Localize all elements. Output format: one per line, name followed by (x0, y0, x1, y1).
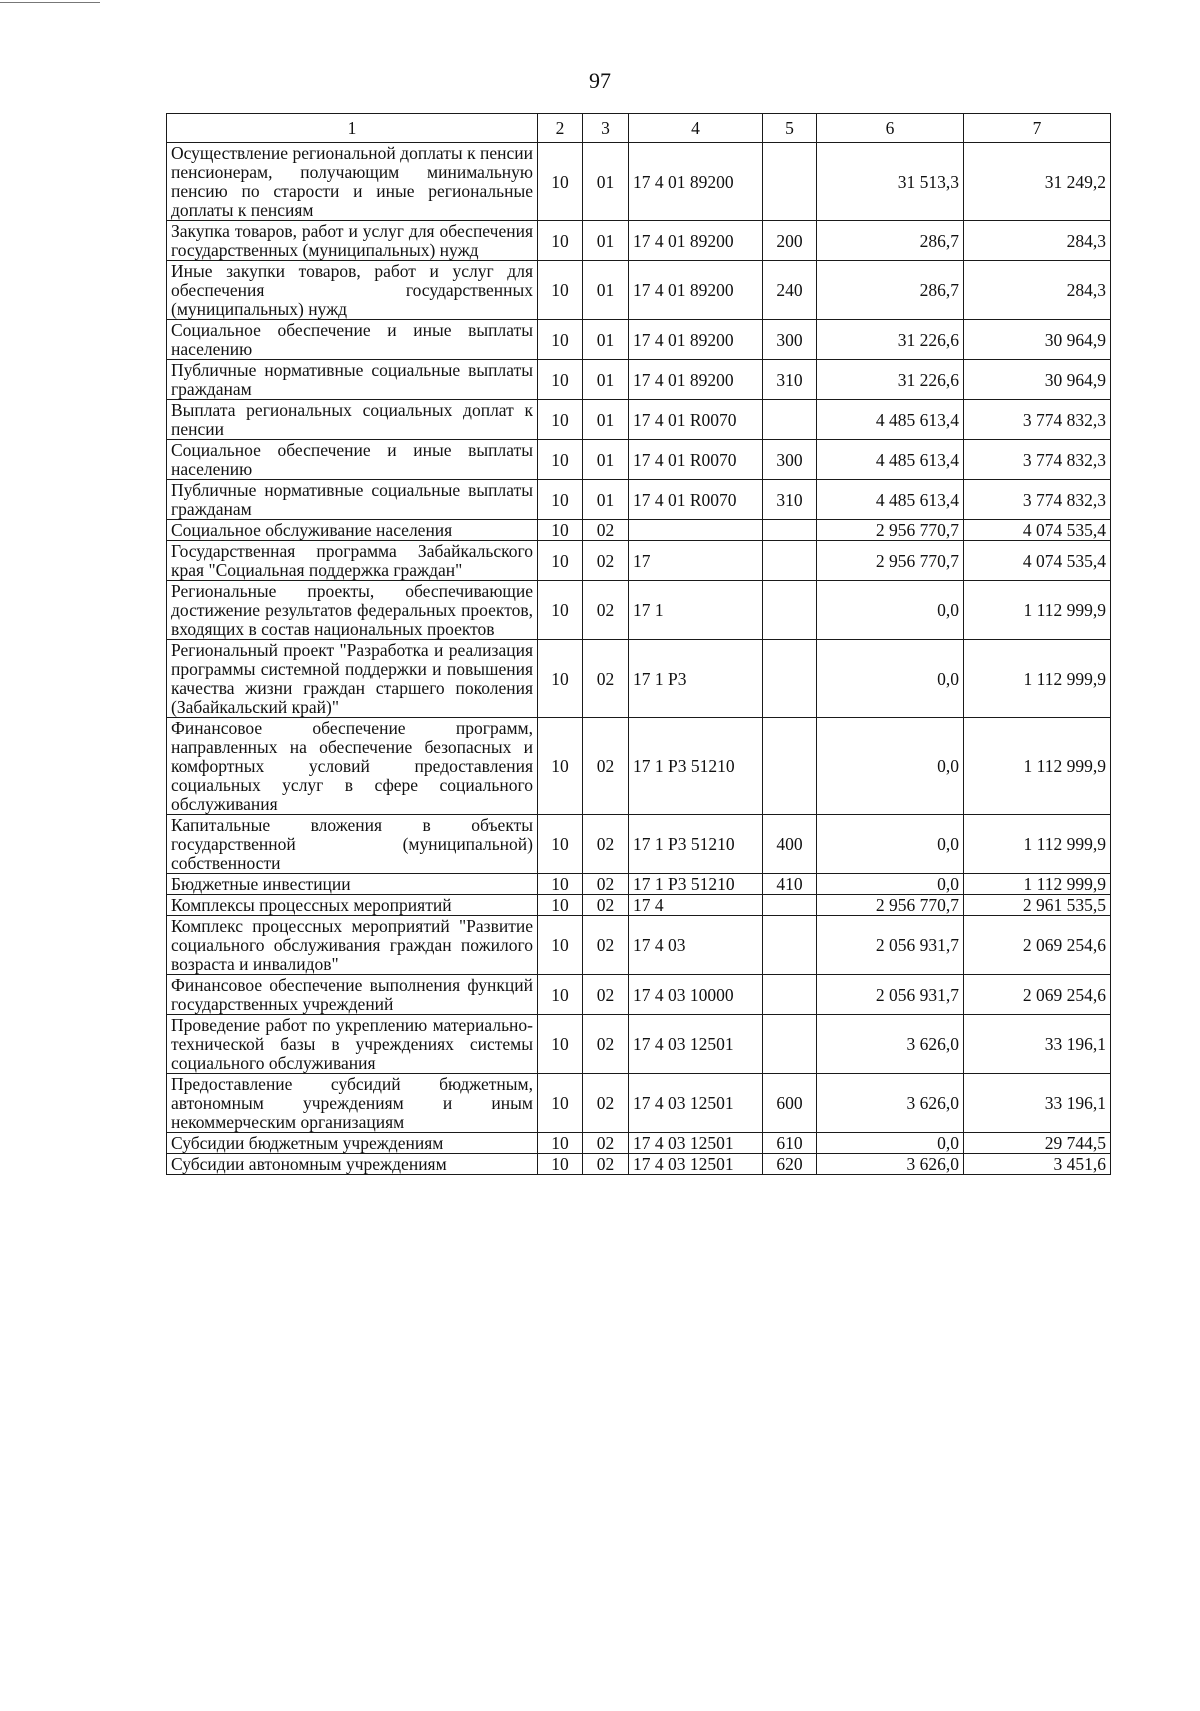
expense-type-cell (763, 975, 817, 1015)
amount-col7-cell: 3 451,6 (964, 1154, 1111, 1175)
amount-col7-cell: 284,3 (964, 261, 1111, 320)
row-name-cell: Социальное обслуживание населения (167, 520, 538, 541)
subsection-cell: 01 (583, 320, 629, 360)
row-name-cell: Предоставление субсидий бюджетным, автономным учреждениям и иным некоммерческим организациям (167, 1074, 538, 1133)
amount-col7-cell: 3 774 832,3 (964, 440, 1111, 480)
section-cell: 10 (538, 261, 583, 320)
table-row (167, 360, 1111, 400)
row-name-cell: Осуществление региональной доплаты к пенсии пенсионерам, получающим минимальную пенсию по старости и иные региональные доплаты к пенсиям (167, 143, 538, 221)
target-article-cell: 17 4 01 R0070 (629, 440, 763, 480)
expense-type-cell: 400 (763, 815, 817, 874)
amount-col6-cell: 31 513,3 (817, 143, 964, 221)
subsection-cell: 02 (583, 1154, 629, 1175)
table-row (167, 1154, 1111, 1175)
expense-type-cell: 310 (763, 360, 817, 400)
row-name-cell: Субсидии автономным учреждениям (167, 1154, 538, 1175)
row-name-cell: Финансовое обеспечение выполнения функций государственных учреждений (167, 975, 538, 1015)
page-number: 97 (589, 68, 611, 93)
section-cell: 10 (538, 221, 583, 261)
table-row (167, 640, 1111, 718)
amount-col6-cell: 3 626,0 (817, 1015, 964, 1074)
table-row (167, 718, 1111, 815)
expense-type-cell: 410 (763, 874, 817, 895)
row-name-cell: Социальное обеспечение и иные выплаты населению (167, 440, 538, 480)
subsection-cell: 02 (583, 581, 629, 640)
expense-type-cell (763, 581, 817, 640)
amount-col6-cell: 4 485 613,4 (817, 400, 964, 440)
target-article-cell: 17 4 03 12501 (629, 1074, 763, 1133)
amount-col6-cell: 31 226,6 (817, 320, 964, 360)
section-cell: 10 (538, 440, 583, 480)
target-article-cell: 17 4 (629, 895, 763, 916)
expense-type-cell: 240 (763, 261, 817, 320)
row-name-cell: Публичные нормативные социальные выплаты гражданам (167, 480, 538, 520)
amount-col7-cell: 1 112 999,9 (964, 718, 1111, 815)
subsection-cell: 02 (583, 975, 629, 1015)
amount-col7-cell: 3 774 832,3 (964, 400, 1111, 440)
amount-col6-cell: 31 226,6 (817, 360, 964, 400)
subsection-cell: 01 (583, 221, 629, 261)
target-article-cell: 17 4 01 89200 (629, 261, 763, 320)
row-name-cell: Социальное обеспечение и иные выплаты населению (167, 320, 538, 360)
table-row (167, 1015, 1111, 1074)
expense-type-cell (763, 520, 817, 541)
section-cell: 10 (538, 581, 583, 640)
table-body (167, 143, 1111, 1175)
row-name-cell: Субсидии бюджетным учреждениям (167, 1133, 538, 1154)
amount-col7-cell: 3 774 832,3 (964, 480, 1111, 520)
expense-type-cell: 620 (763, 1154, 817, 1175)
row-name-cell: Комплексы процессных мероприятий (167, 895, 538, 916)
subsection-cell: 02 (583, 874, 629, 895)
amount-col6-cell: 4 485 613,4 (817, 440, 964, 480)
target-article-cell: 17 4 01 R0070 (629, 400, 763, 440)
amount-col6-cell: 286,7 (817, 221, 964, 261)
table-row (167, 895, 1111, 916)
table-row (167, 320, 1111, 360)
column-header: 7 (964, 114, 1111, 143)
subsection-cell: 01 (583, 261, 629, 320)
target-article-cell: 17 4 03 12501 (629, 1133, 763, 1154)
row-name-cell: Капитальные вложения в объекты государственной (муниципальной) собственности (167, 815, 538, 874)
target-article-cell: 17 4 01 R0070 (629, 480, 763, 520)
subsection-cell: 02 (583, 815, 629, 874)
amount-col7-cell: 31 249,2 (964, 143, 1111, 221)
row-name-cell: Закупка товаров, работ и услуг для обеспечения государственных (муниципальных) нужд (167, 221, 538, 261)
section-cell: 10 (538, 143, 583, 221)
amount-col7-cell: 4 074 535,4 (964, 541, 1111, 581)
subsection-cell: 02 (583, 1015, 629, 1074)
expense-type-cell: 300 (763, 320, 817, 360)
amount-col6-cell: 2 056 931,7 (817, 975, 964, 1015)
section-cell: 10 (538, 360, 583, 400)
section-cell: 10 (538, 1074, 583, 1133)
row-name-cell: Финансовое обеспечение программ, направленных на обеспечение безопасных и комфортных условий предоставления социальных услуг в сфере социального обслуживания (167, 718, 538, 815)
amount-col6-cell: 0,0 (817, 640, 964, 718)
subsection-cell: 02 (583, 718, 629, 815)
table-row (167, 1133, 1111, 1154)
target-article-cell: 17 1 P3 51210 (629, 718, 763, 815)
row-name-cell: Публичные нормативные социальные выплаты гражданам (167, 360, 538, 400)
amount-col6-cell: 0,0 (817, 815, 964, 874)
table-row (167, 261, 1111, 320)
amount-col6-cell: 2 956 770,7 (817, 520, 964, 541)
expense-type-cell (763, 916, 817, 975)
target-article-cell: 17 1 P3 51210 (629, 874, 763, 895)
column-header: 6 (817, 114, 964, 143)
target-article-cell: 17 4 03 (629, 916, 763, 975)
section-cell: 10 (538, 895, 583, 916)
amount-col7-cell: 2 961 535,5 (964, 895, 1111, 916)
expense-type-cell: 200 (763, 221, 817, 261)
amount-col6-cell: 3 626,0 (817, 1154, 964, 1175)
subsection-cell: 02 (583, 1133, 629, 1154)
target-article-cell: 17 4 03 10000 (629, 975, 763, 1015)
section-cell: 10 (538, 1015, 583, 1074)
section-cell: 10 (538, 874, 583, 895)
amount-col6-cell: 2 956 770,7 (817, 541, 964, 581)
section-cell: 10 (538, 975, 583, 1015)
row-name-cell: Выплата региональных социальных доплат к пенсии (167, 400, 538, 440)
amount-col7-cell: 1 112 999,9 (964, 581, 1111, 640)
amount-col7-cell: 4 074 535,4 (964, 520, 1111, 541)
table-row (167, 221, 1111, 261)
table-row (167, 916, 1111, 975)
section-cell: 10 (538, 320, 583, 360)
target-article-cell: 17 4 01 89200 (629, 360, 763, 400)
row-name-cell: Проведение работ по укреплению материально-технической базы в учреждениях системы социального обслуживания (167, 1015, 538, 1074)
expense-type-cell: 300 (763, 440, 817, 480)
amount-col7-cell: 1 112 999,9 (964, 874, 1111, 895)
table-row (167, 400, 1111, 440)
section-cell: 10 (538, 916, 583, 975)
amount-col6-cell: 2 956 770,7 (817, 895, 964, 916)
subsection-cell: 02 (583, 895, 629, 916)
section-cell: 10 (538, 1133, 583, 1154)
expense-type-cell (763, 640, 817, 718)
section-cell: 10 (538, 480, 583, 520)
subsection-cell: 02 (583, 541, 629, 581)
subsection-cell: 02 (583, 640, 629, 718)
amount-col7-cell: 1 112 999,9 (964, 640, 1111, 718)
expense-type-cell: 310 (763, 480, 817, 520)
amount-col6-cell: 0,0 (817, 718, 964, 815)
target-article-cell (629, 520, 763, 541)
table-row (167, 1074, 1111, 1133)
row-name-cell: Бюджетные инвестиции (167, 874, 538, 895)
table-row (167, 581, 1111, 640)
row-name-cell: Государственная программа Забайкальского края "Социальная поддержка граждан" (167, 541, 538, 581)
expense-type-cell: 610 (763, 1133, 817, 1154)
subsection-cell: 01 (583, 143, 629, 221)
amount-col7-cell: 33 196,1 (964, 1015, 1111, 1074)
table-row (167, 815, 1111, 874)
table-row (167, 143, 1111, 221)
amount-col6-cell: 286,7 (817, 261, 964, 320)
amount-col7-cell: 30 964,9 (964, 360, 1111, 400)
scan-edge-line (0, 2, 100, 3)
amount-col7-cell: 30 964,9 (964, 320, 1111, 360)
amount-col7-cell: 29 744,5 (964, 1133, 1111, 1154)
expense-type-cell (763, 718, 817, 815)
expense-type-cell (763, 895, 817, 916)
subsection-cell: 01 (583, 480, 629, 520)
row-name-cell: Иные закупки товаров, работ и услуг для обеспечения государственных (муниципальных) нужд (167, 261, 538, 320)
expense-type-cell: 600 (763, 1074, 817, 1133)
table-row (167, 975, 1111, 1015)
expense-type-cell (763, 143, 817, 221)
table-row (167, 520, 1111, 541)
amount-col6-cell: 2 056 931,7 (817, 916, 964, 975)
column-header: 2 (538, 114, 583, 143)
budget-table (166, 113, 1111, 1175)
amount-col7-cell: 1 112 999,9 (964, 815, 1111, 874)
target-article-cell: 17 1 P3 51210 (629, 815, 763, 874)
amount-col6-cell: 0,0 (817, 874, 964, 895)
column-header: 5 (763, 114, 817, 143)
amount-col7-cell: 33 196,1 (964, 1074, 1111, 1133)
section-cell: 10 (538, 640, 583, 718)
target-article-cell: 17 4 03 12501 (629, 1154, 763, 1175)
subsection-cell: 02 (583, 520, 629, 541)
amount-col6-cell: 3 626,0 (817, 1074, 964, 1133)
column-header: 1 (167, 114, 538, 143)
table-row (167, 874, 1111, 895)
subsection-cell: 01 (583, 400, 629, 440)
amount-col6-cell: 0,0 (817, 1133, 964, 1154)
table-row (167, 440, 1111, 480)
amount-col6-cell: 0,0 (817, 581, 964, 640)
subsection-cell: 02 (583, 916, 629, 975)
column-header: 4 (629, 114, 763, 143)
subsection-cell: 01 (583, 360, 629, 400)
expense-type-cell (763, 541, 817, 581)
target-article-cell: 17 1 (629, 581, 763, 640)
section-cell: 10 (538, 400, 583, 440)
target-article-cell: 17 1 P3 (629, 640, 763, 718)
table-header-row (167, 114, 1111, 143)
table-row (167, 480, 1111, 520)
target-article-cell: 17 4 03 12501 (629, 1015, 763, 1074)
subsection-cell: 01 (583, 440, 629, 480)
section-cell: 10 (538, 815, 583, 874)
target-article-cell: 17 4 01 89200 (629, 221, 763, 261)
row-name-cell: Комплекс процессных мероприятий "Развитие социального обслуживания граждан пожилого возраста и инвалидов" (167, 916, 538, 975)
expense-type-cell (763, 1015, 817, 1074)
table-row (167, 541, 1111, 581)
section-cell: 10 (538, 1154, 583, 1175)
column-header: 3 (583, 114, 629, 143)
amount-col7-cell: 2 069 254,6 (964, 916, 1111, 975)
section-cell: 10 (538, 520, 583, 541)
row-name-cell: Региональный проект "Разработка и реализация программы системной поддержки и повышения качества жизни граждан старшего поколения (Забайкальский край)" (167, 640, 538, 718)
section-cell: 10 (538, 718, 583, 815)
target-article-cell: 17 4 01 89200 (629, 320, 763, 360)
amount-col7-cell: 2 069 254,6 (964, 975, 1111, 1015)
row-name-cell: Региональные проекты, обеспечивающие достижение результатов федеральных проектов, входящих в состав национальных проектов (167, 581, 538, 640)
section-cell: 10 (538, 541, 583, 581)
amount-col7-cell: 284,3 (964, 221, 1111, 261)
amount-col6-cell: 4 485 613,4 (817, 480, 964, 520)
subsection-cell: 02 (583, 1074, 629, 1133)
target-article-cell: 17 4 01 89200 (629, 143, 763, 221)
expense-type-cell (763, 400, 817, 440)
target-article-cell: 17 (629, 541, 763, 581)
